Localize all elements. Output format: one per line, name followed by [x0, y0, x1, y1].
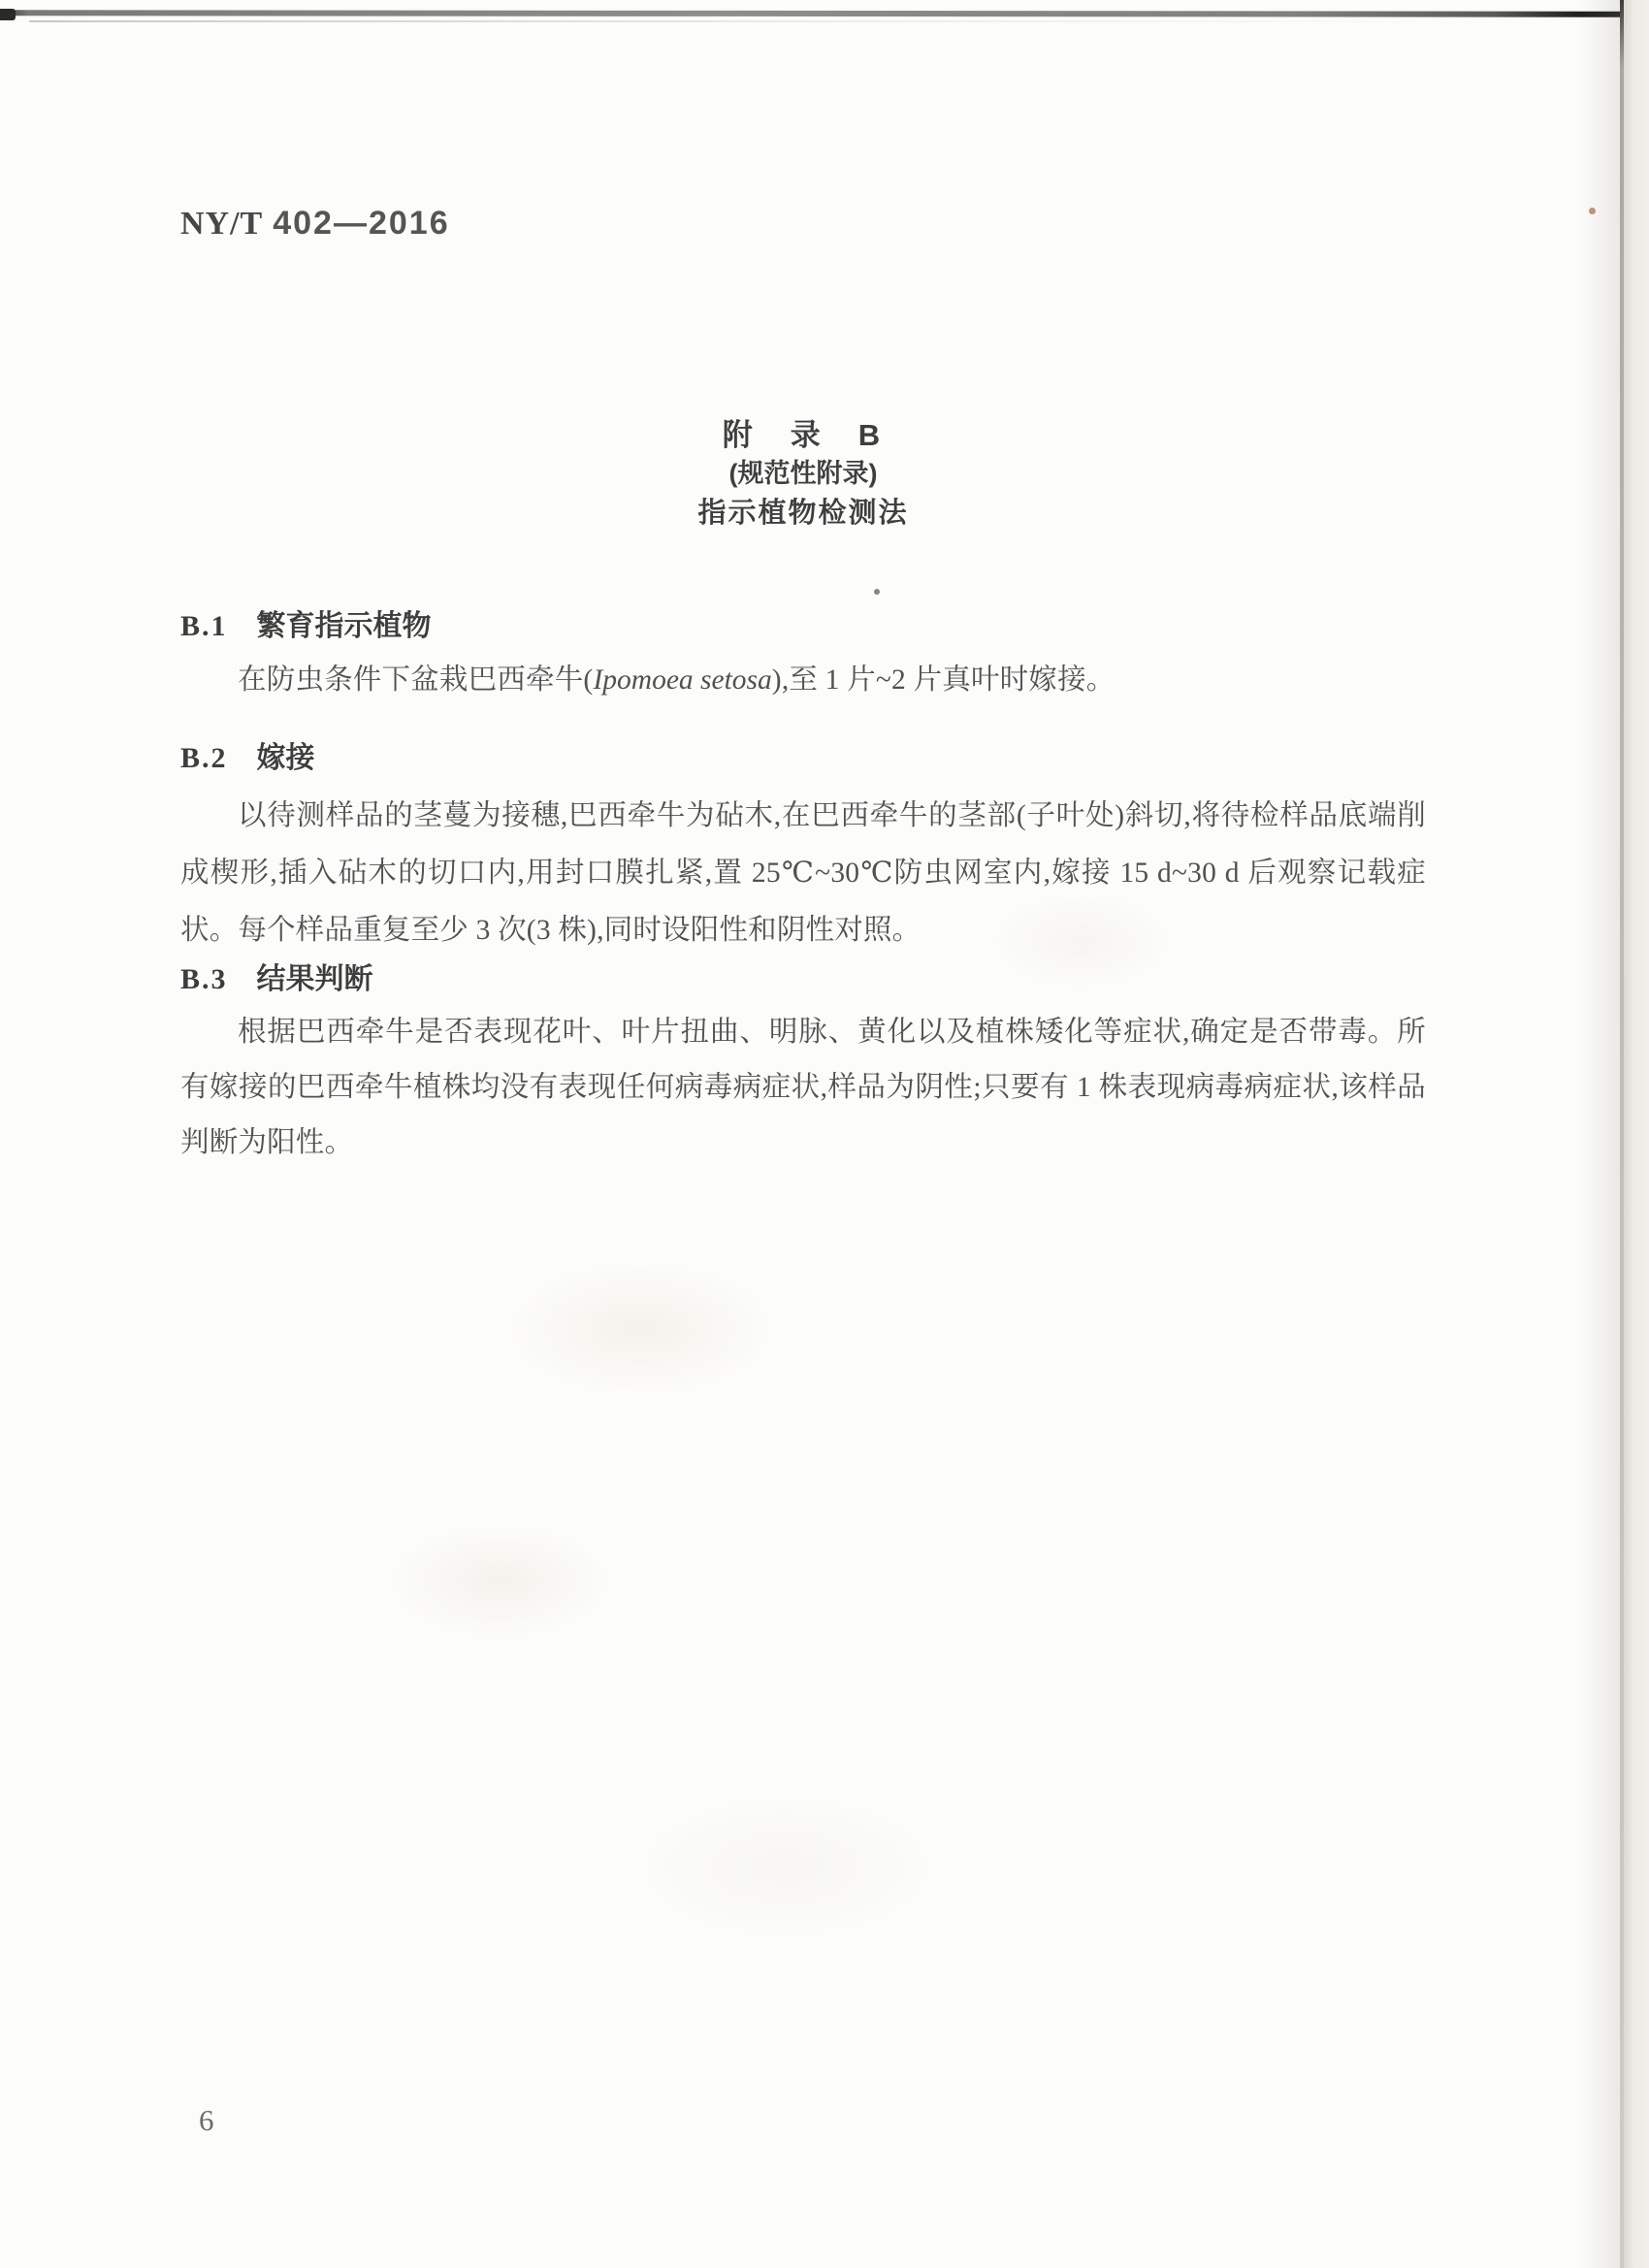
section-heading-b2 [180, 733, 315, 776]
section-b3-paragraph [180, 1005, 1426, 1171]
paragraph-text: 根据巴西牵牛是否表现花叶、叶片扭曲、明脉、黄化以及植株矮化等症状,确定是否带毒。所有嫁接的巴西牵牛植株均没有表现任何病毒病症状,样品为阴性;只要有 1 株表现病毒病症状,该样品判断为阳性。 [180, 1017, 1426, 1158]
section-number: B.1 [180, 610, 228, 642]
scan-top-edge-echo [29, 20, 1465, 22]
paragraph-text: ),至 1 片~2 片真叶时嫁接。 [771, 664, 1116, 696]
standard-code: NY/T [180, 206, 264, 242]
paragraph-text: 以待测样品的茎蔓为接穗,巴西牵牛为砧木,在巴西牵牛的茎部(子叶处)斜切,将待检样品底端削成楔形,插入砧木的切口内,用封口膜扎紧,置 25℃~30℃防虫网室内,嫁接 15 d~30 d 后观察记载症状。每个样品重复至少 3 次(3 株),同时设阳性和阴性对照。 [180, 800, 1426, 946]
standard-number-header [180, 205, 450, 243]
appendix-subtitle: (规范性附录) [728, 459, 878, 488]
appendix-title: 附 录 B [722, 418, 885, 452]
scan-speck-gray [874, 589, 880, 595]
section-title: 繁育指示植物 [256, 610, 432, 642]
paragraph-text: 在防虫条件下盆栽巴西牵牛( [238, 664, 594, 696]
scan-top-left-mark [0, 9, 16, 20]
scan-top-edge-line [0, 10, 1624, 16]
section-number: B.2 [180, 742, 228, 774]
appendix-name: 指示植物检测法 [697, 498, 909, 529]
section-number: B.3 [180, 963, 228, 995]
section-heading-b1 [180, 601, 432, 644]
section-b2-paragraph [180, 788, 1426, 959]
scan-right-background [1624, 0, 1649, 2268]
section-heading-b3 [180, 955, 373, 997]
latin-species-name: Ipomoea setosa [593, 664, 772, 696]
scan-speck-brown [1589, 208, 1596, 214]
page-number: 6 [199, 2103, 214, 2137]
section-title: 结果判断 [256, 963, 373, 995]
section-b1-paragraph [180, 658, 1426, 702]
section-title: 嫁接 [256, 742, 315, 774]
scan-smudge [388, 1523, 611, 1639]
scan-smudge [630, 1795, 941, 1940]
scan-right-shadow [1579, 0, 1620, 2268]
scan-smudge [504, 1261, 776, 1397]
standard-edition-number: 402—2016 [273, 205, 450, 242]
